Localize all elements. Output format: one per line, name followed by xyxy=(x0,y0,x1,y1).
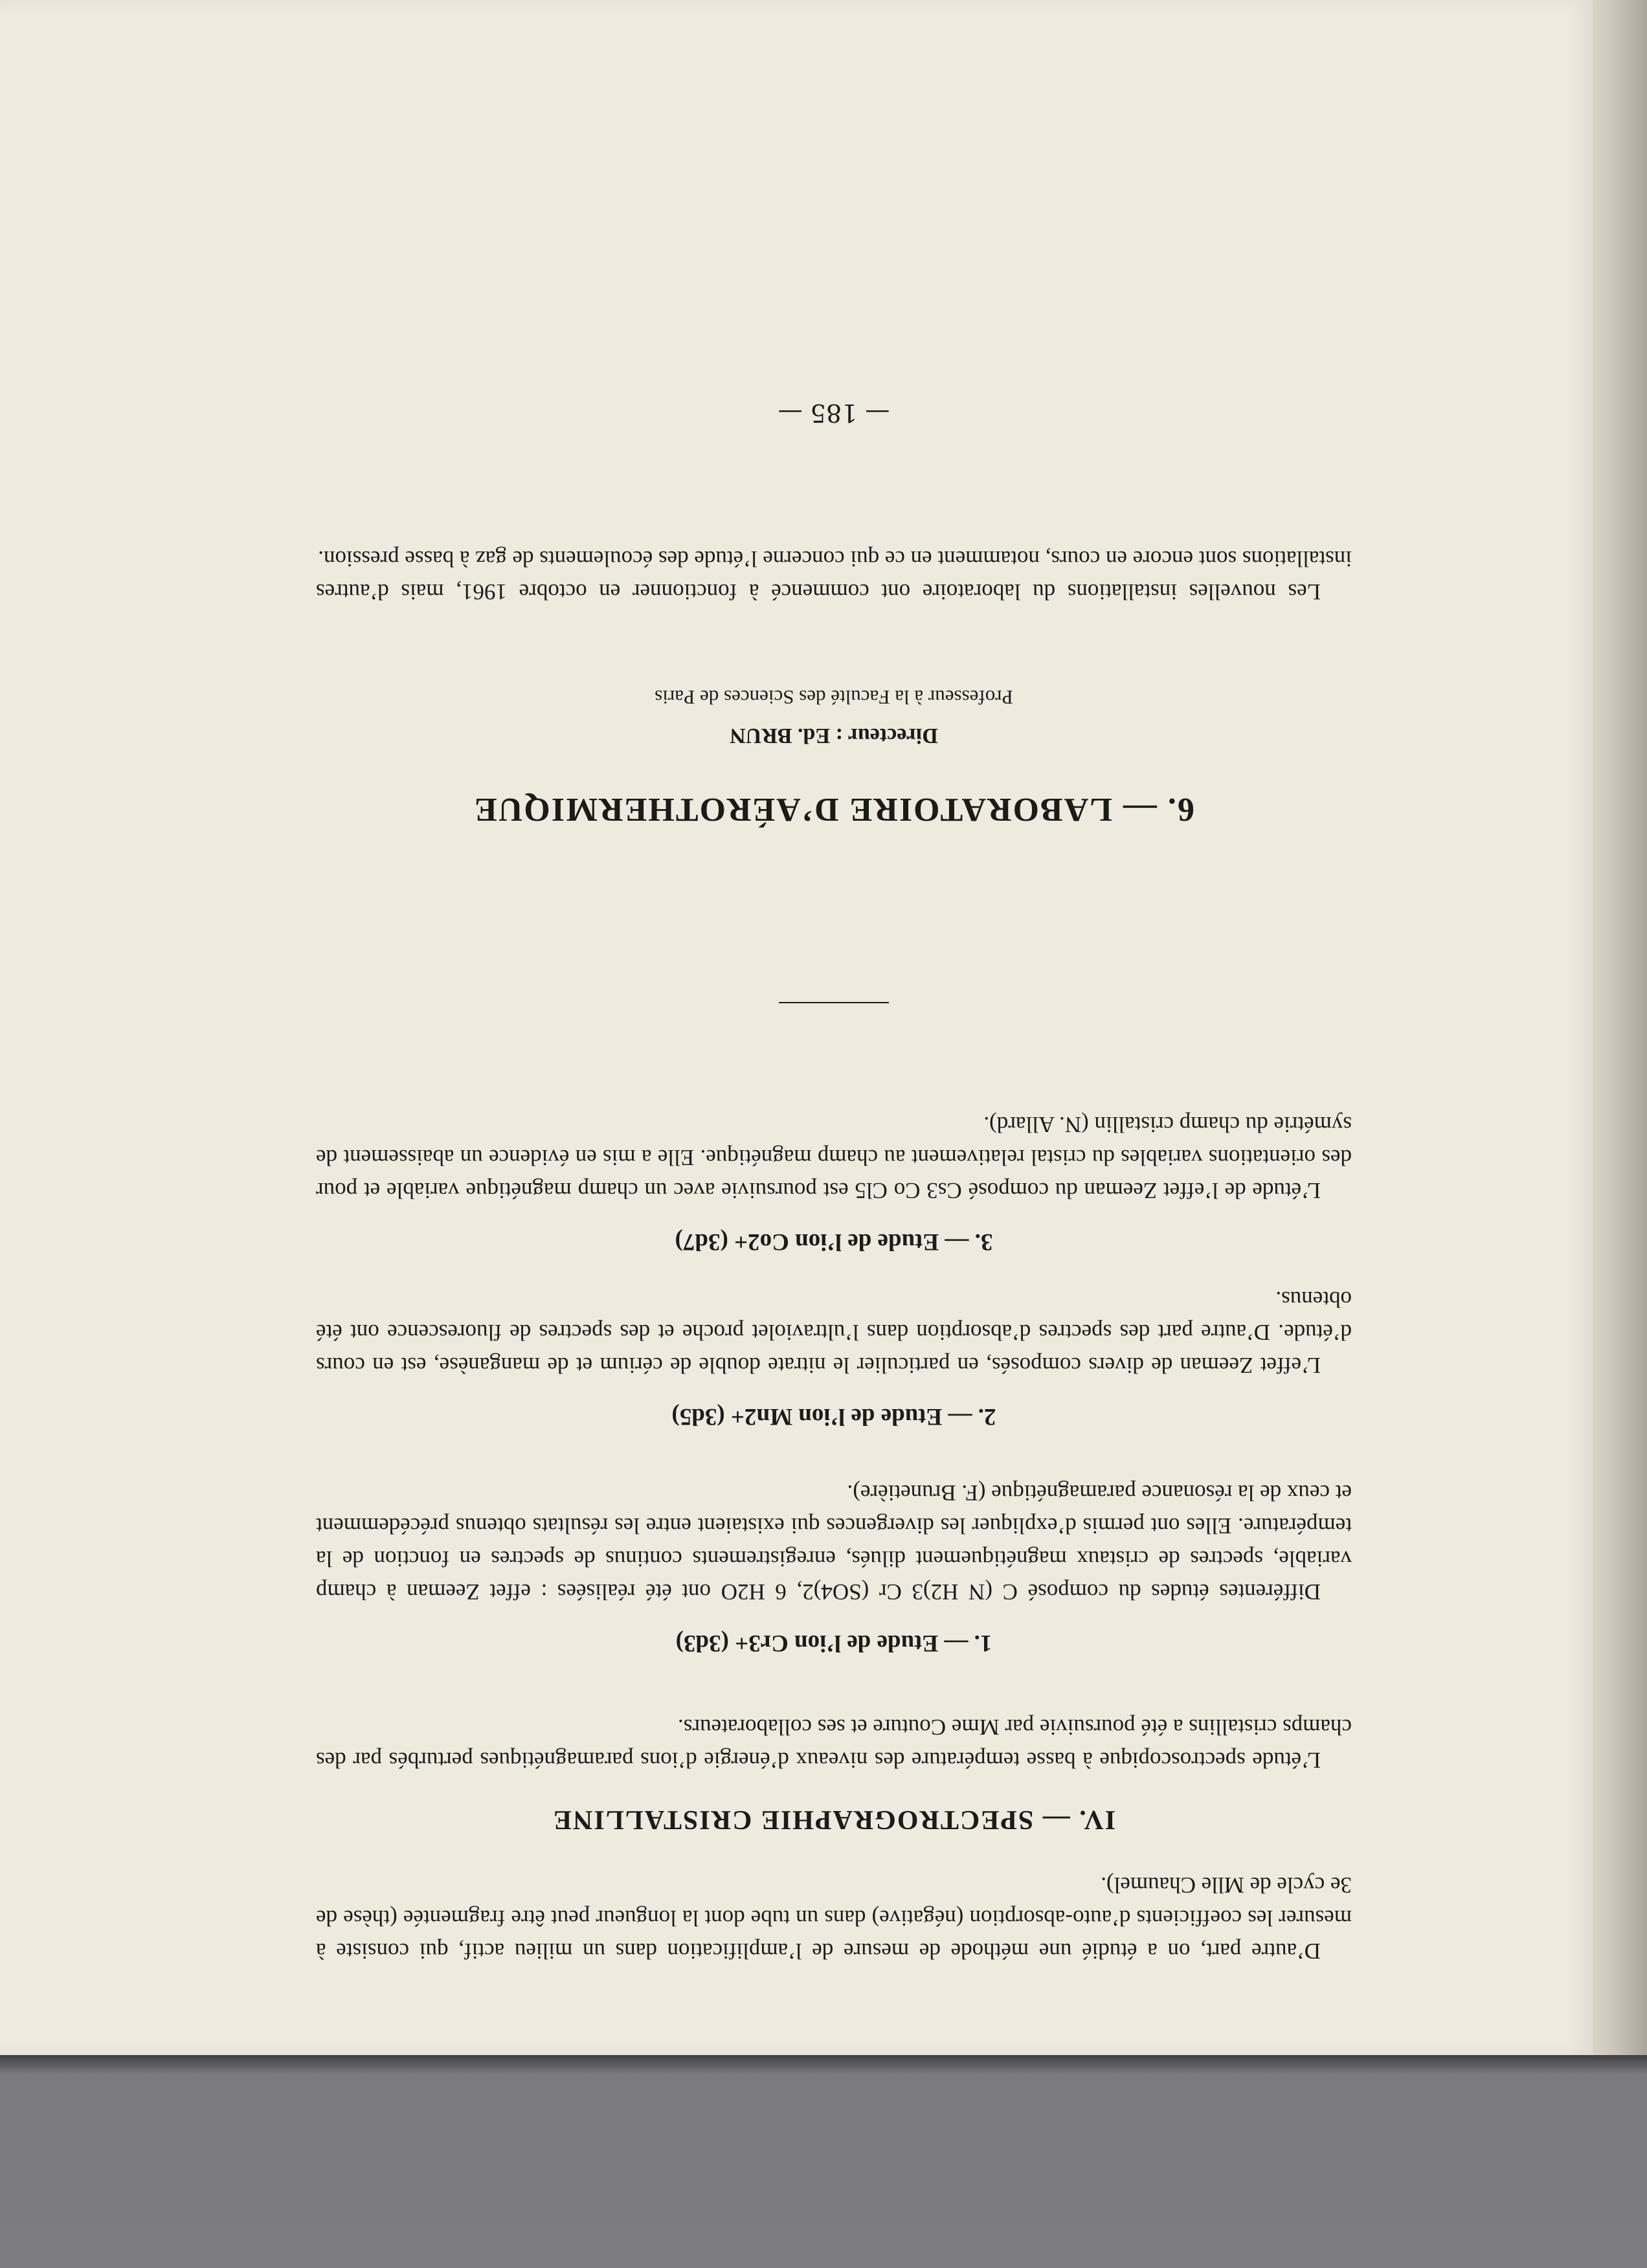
item-3-text: L’étude de l’effet Zeeman du composé Cs3 Co Cl5 est poursuivie avec un champ magnétique variable et pour des orientations variables du cristal relativement au champ magnétique. Elle a mis en évidence un abaissement de symétrie du champ cristallin (N. Allard). xyxy=(316,1112,1352,1203)
item-1-text: Différentes études du composé C (N H2)3 Cr (SO4)2, 6 H2O ont été réalisées : effet Zeeman à champ variable, spectres de cristaux magnétiquement dilués, enregistrements continus de spectres en fonction de la température. Elles ont permis d’expliquer les divergences qui existaient entre les résultats obtenus précédemment et ceux de la résonance paramagnétique (F. Brunetière). xyxy=(316,1480,1352,1605)
item-2-title: 2. — Etude de l’ion Mn2+ (3d5) xyxy=(671,1403,996,1430)
scanner-shadow xyxy=(0,2055,1647,2074)
page-edge xyxy=(1593,0,1647,2055)
intro-paragraph: D’autre part, on a étudié une méthode de mesure de l’amplification dans un milieu actif, qui consiste à mesurer les coefficients d’auto-absorption (négative) dans un tube dont la longueur peut être fragmentée (thèse de 3e cycle de Mlle Chaumel). xyxy=(316,1873,1352,1964)
director-line: Directeur : Ed. BRUN xyxy=(730,724,938,748)
section-6-text: Les nouvelles installations du laboratoire ont commencé à fonctionner en octobre 1961, mais d’autres installations sont encore en cours, notamment en ce qui concerne l’étude des écoulements de gaz à basse pression. xyxy=(316,546,1352,605)
item-1-title: 1. — Etude de l’ion Cr3+ (3d3) xyxy=(675,1630,992,1656)
section-6-title: 6. — LABORATOIRE D’AÉROTHERMIQUE xyxy=(473,791,1194,828)
page-number: — 185 — xyxy=(778,399,890,427)
section-iv-title: IV. — SPECTROGRAPHIE CRISTALLINE xyxy=(552,1805,1115,1834)
page-content-rotated xyxy=(316,220,1352,1968)
section-iv-intro: L’étude spectroscopique à basse température des niveaux d’énergie d’ions paramagnétiques perturbés par des champs cristallins a été poursuivie par Mme Couture et ses collaborateurs. xyxy=(316,1715,1352,1773)
separator-rule xyxy=(779,1002,889,1003)
director-role: Professeur à la Faculté des Sciences de Paris xyxy=(655,686,1013,709)
item-3-title: 3. — Etude de l’ion Co2+ (3d7) xyxy=(675,1228,993,1255)
item-2-text: L’effet Zeeman de divers composés, en particulier le nitrate double de cérium et de manganèse, est en cours d’étude. D’autre part des spectres d’absorption dans l’ultraviolet proche et des spectres de fluorescence ont été obtenus. xyxy=(316,1287,1352,1378)
